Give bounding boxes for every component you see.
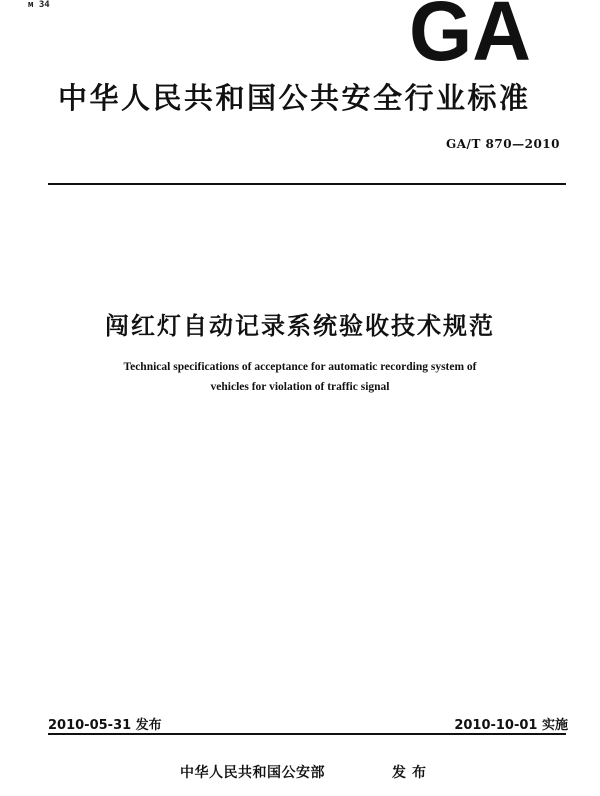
logo-text: GA xyxy=(409,0,531,64)
issue-label: 发布 xyxy=(392,765,432,781)
footer-divider xyxy=(48,733,566,735)
english-title-line-1: Technical specifications of acceptance for automatic recording system of xyxy=(123,361,477,373)
issuing-authority: 中华人民共和国公安部 xyxy=(180,765,325,781)
document-title-english xyxy=(60,357,540,397)
standard-category-title: 中华人民共和国公共安全行业标准 xyxy=(58,81,531,115)
english-title-line-2: vehicles for violation of traffic signal xyxy=(210,381,390,393)
document-title-chinese: 闯红灯自动记录系统验收技术规范 xyxy=(105,312,495,340)
publish-date: 2010-05-31 发布 xyxy=(48,718,162,733)
ga-logo xyxy=(408,0,532,64)
standard-number: GA/T 870—2010 xyxy=(446,137,560,151)
ics-code: м 34 xyxy=(28,0,50,10)
implement-date: 2010-10-01 实施 xyxy=(454,718,568,733)
header-divider xyxy=(48,183,566,185)
